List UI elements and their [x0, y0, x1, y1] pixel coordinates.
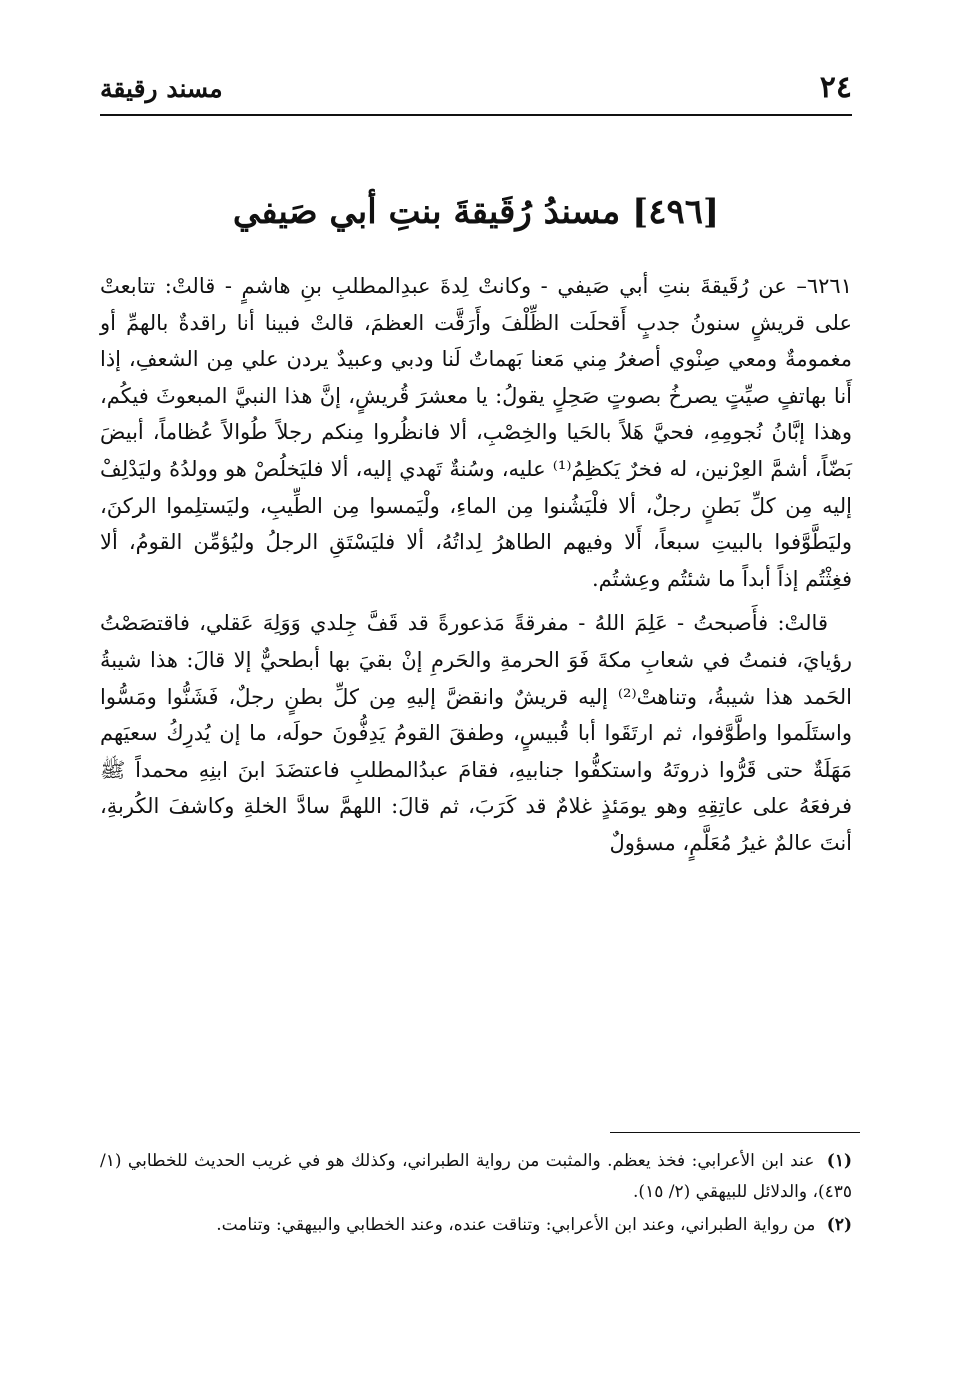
- footnote-number: (٢): [826, 1215, 852, 1235]
- footnote-text: من رواية الطبراني، وعند ابن الأعرابي: وتناقت عنده، وعند الخطابي والبيهقي: وتنامت.: [216, 1215, 816, 1235]
- running-header-title: مسند رقيقة: [100, 74, 223, 103]
- paragraph-continuation: قالتْ: فأَصبحتُ - عَلِمَ اللهُ - مفرقةً مَذعورةً قد قَفَّ جِلدي وَوَلِهَ عَقلي، فاقتصَصْتُ رؤيايَ، فنمتُ في شعابِ مكةَ فَوَ الحرمةِ والحَرمِ إنْ بقيَ بها أبطحيٌّ إلا قالَ: هذا شيبةُ الحَمد هذا شيبةُ، وتناهتْ⁽²⁾ إليه قريشٌ وانقضَّ إليهِ مِن كلِّ بطنٍ رجلٌ، فَشَنُّوا ومَسُّوا واستَلَموا واطَّوَّفوا، ثم ارتَقَوا أبا قُبيسٍ، وطفقَ القومُ يَدِفُّونَ حولَه، ما إن يُدرِكُ سعيَهم مَهَلَةٌ حتى قَرُّوا ذروتَهُ واستكفُّوا جنابيهِ، فقامَ عبدُالمطلبِ فاعتضَدَ ابنَ ابنِهِ محمداً ﷺ فرفعَهُ على عاتِقِهِ وهو يومَئذٍ غلامٌ قد كَرَبَ، ثم قالَ: اللهمَّ سادَّ الخلةِ وكاشفَ الكُربةِ، أنتَ عالمٌ غيرُ مُعَلَّمٍ، مسؤولٌ: [100, 611, 852, 855]
- footnote-1: [100, 1146, 852, 1208]
- header-rule: [100, 114, 852, 116]
- footnote-text: عند ابن الأعرابي: فخذ يعظم. والمثبت من رواية الطبراني، وكذلك هو في غريب الحديث للخطابي (١/ ٤٣٥)، والدلائل للبيهقي (٢/ ١٥).: [100, 1151, 852, 1202]
- footnote-rule: [610, 1132, 860, 1133]
- page-number: ٢٤: [819, 70, 852, 105]
- paragraph-hadith: ٦٢٦١– عن رُقَيقةَ بنتِ أبي صَيفي - وكانتْ لِدةَ عبدِالمطلبِ بنِ هاشمٍ - قالتْ: تتابعتْ على قريشٍ سنونُ جدبٍ أَقحلَت الظِّلْفَ وأَرَقَّت العظمَ، قالتْ فبينا أنا راقدةٌ بالهمِّ أو مغمومةٌ ومعي صِنْوي أصغرُ مِني مَعنا بَهماتٌ لَنا ودبي وعبيدٌ يردن علي مِن الشعفِ، إذا أَنا بهاتفٍ صيِّتٍ يصرخُ بصوتٍ صَحِلٍ يقولُ: يا معشرَ قُريشٍ، إنَّ هذا النبيَّ المبعوثَ فيكُم، وهذا إبَّانُ نُجومِهِ، فحيَّ هَلاً بالحَيا والخِصْبِ، ألا فانظُروا مِنكم رجلاً طُوالاً عُظاماً، أبيضَ بَضّاً، أشمَّ العِرْنين، له فخرٌ يَكظِمُ⁽¹⁾ عليه، وسُنةٌ تَهدي إليه، ألا فليَخلُصْ هو وولدُهُ وليَدْلِفْ إليه مِن كلِّ بَطنٍ رجلٌ، ألا فلْيَشُنوا مِن الماءِ، ولْيَمسوا مِن الطِّيبِ، وليَستلِموا الركنَ، وليَطَّوَّفوا بالبيتِ سبعاً، أَلا وفيهم الطاهرُ لِداتُهُ، ألا فليَسْتَقِ الرجلُ وليُؤمِّن القومُ، ألا فغِثْتُم إذاً أبداً ما شئتُم وعِشتُم.: [100, 274, 852, 591]
- main-text: [100, 268, 852, 862]
- footnotes: [100, 1146, 852, 1243]
- footnote-number: (١): [826, 1151, 853, 1171]
- section-title: [٤٩٦] مسندُ رُقَيقةَ بنتِ أبي صَيفي: [232, 192, 720, 232]
- running-header: [100, 66, 852, 112]
- footnote-2: [100, 1210, 852, 1241]
